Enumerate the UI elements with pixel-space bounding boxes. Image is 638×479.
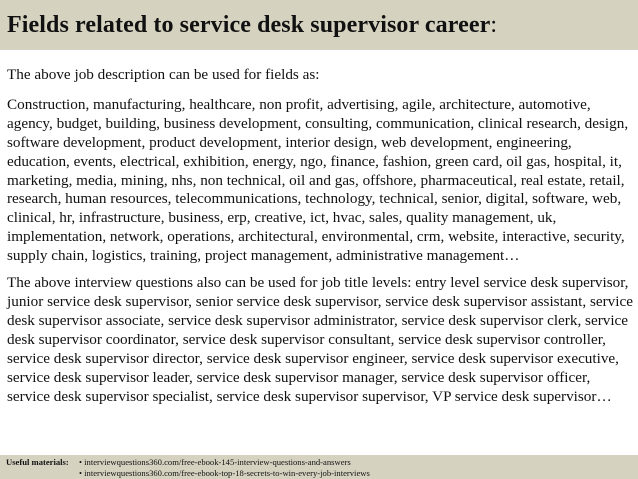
job-levels-paragraph: The above interview questions also can be used for job title levels: entry level service desk supervisor, junior service desk supervisor, senior service desk supervisor, service desk supervisor assistant, service desk supervisor associate, service desk supervisor administrator, service desk supervisor clerk, service desk supervisor coordinator, service desk supervisor consultant, service desk supervisor controller, service desk supervisor director, service desk supervisor engineer, service desk supervisor executive, service desk supervisor leader, service desk supervisor manager, service desk supervisor officer, service desk supervisor specialist, service desk supervisor supervisor, VP service desk supervisor… [7,274,633,405]
slide-content [7,50,633,406]
intro-text: The above job description can be used for fields as: [7,66,320,83]
footer-label-separator: : [65,457,69,467]
slide-title-colon: : [490,11,498,38]
footer-row-2 [0,468,638,479]
footer-link-ebook-top-18[interactable]: • interviewquestions360.com/free-ebook-top-18-secrets-to-win-every-job-interviews [79,467,370,478]
footer-row-1 [0,457,638,468]
slide-title: Fields related to service desk supervisor career [7,11,491,38]
footer-spacer [0,468,79,479]
fields-paragraph: Construction, manufacturing, healthcare, non profit, advertising, agile, architecture, automotive, agency, budget, building, business development, consulting, communication, clinical research, design, software development, product development, interior design, web development, engineering, education, events, electrical, exhibition, energy, ngo, finance, fashion, green card, oil gas, hospital, it, marketing, media, mining, nhs, non technical, oil and gas, offshore, pharmaceutical, real estate, retail, research, human resources, telecommunications, technology, technical, senior, digital, software, web, clinical, hr, infrastructure, business, erp, creative, ict, hvac, sales, quality management, uk, implementation, network, operations, architectural, environmental, crm, website, interactive, security, supply chain, logistics, training, project management, administrative management… [7,95,629,265]
footer-label-text: Useful materials [6,457,66,467]
footer-bar [0,455,638,479]
footer-link-ebook-145[interactable]: • interviewquestions360.com/free-ebook-145-interview-questions-and-answers [79,457,351,467]
footer-label [0,457,79,468]
title-bar [0,0,638,50]
